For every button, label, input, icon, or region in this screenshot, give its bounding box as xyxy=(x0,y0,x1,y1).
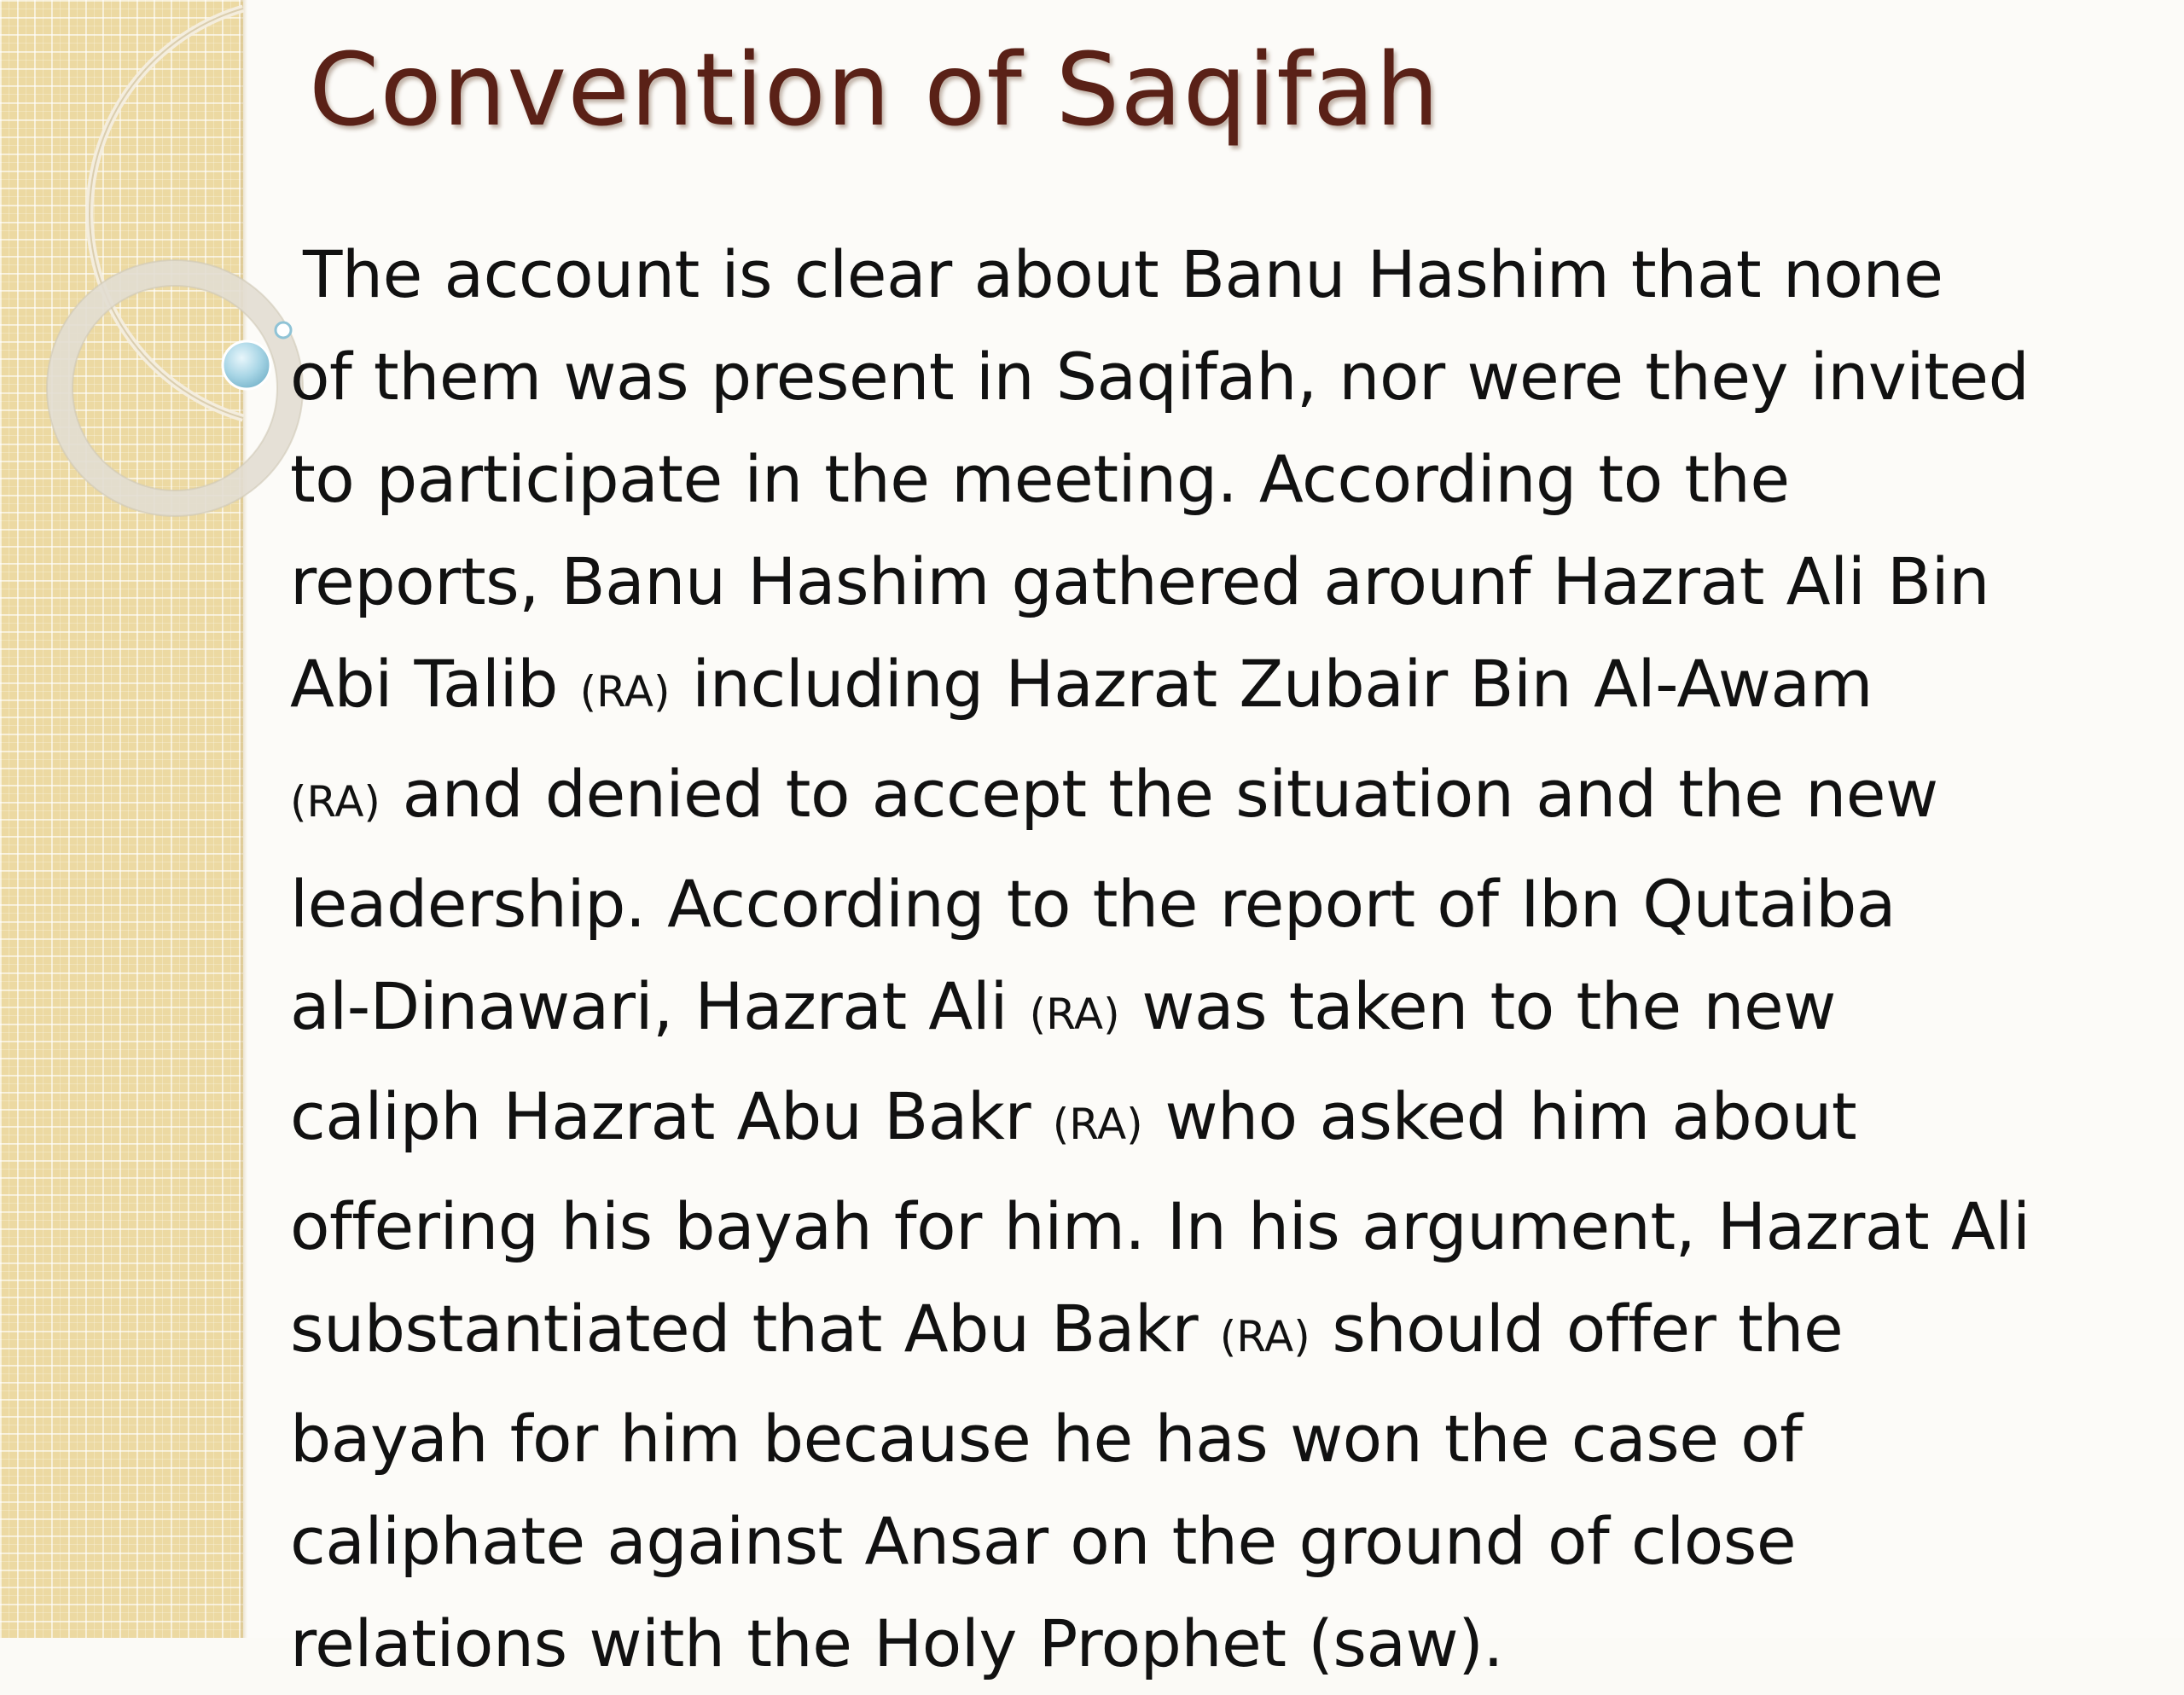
body-line xyxy=(290,1065,2150,1175)
honorific-ra: (RA) xyxy=(1029,990,1120,1039)
body-line xyxy=(290,743,2150,853)
slide-body xyxy=(290,223,2150,1695)
decorative-side-band xyxy=(0,0,243,1638)
text-run: bayah for him because he has won the case of xyxy=(290,1401,1803,1477)
text-run: The account is clear about Banu Hashim that none xyxy=(303,236,1943,312)
slide-title: Convention of Saqifah xyxy=(309,31,1440,148)
text-run: to participate in the meeting. According to the xyxy=(290,441,1790,517)
body-line xyxy=(290,1490,2150,1593)
body-line xyxy=(290,531,2150,633)
text-run: leadership. According to the report of Ibn Qutaiba xyxy=(290,866,1896,942)
body-line xyxy=(290,428,2150,531)
text-run: reports, Banu Hashim gathered arounf Hazrat Ali Bin xyxy=(290,543,1989,619)
body-line xyxy=(290,1388,2150,1490)
body-line xyxy=(290,1175,2150,1278)
body-line xyxy=(290,223,2150,326)
text-run: Abi Talib xyxy=(290,646,580,722)
honorific-ra: (RA) xyxy=(1052,1100,1143,1149)
text-run: was taken to the new xyxy=(1119,968,1836,1044)
honorific-ra: (RA) xyxy=(1219,1312,1310,1361)
text-run: and denied to accept the situation and the new xyxy=(380,756,1938,832)
text-run: caliphate against Ansar on the ground of close xyxy=(290,1503,1797,1579)
body-line xyxy=(290,633,2150,743)
text-run: of them was present in Saqifah, nor were they invited xyxy=(290,339,2030,415)
body-line xyxy=(290,853,2150,955)
text-run: should offer the xyxy=(1310,1291,1844,1367)
text-run: offering his bayah for him. In his argument, Hazrat Ali xyxy=(290,1188,2030,1264)
body-line xyxy=(290,326,2150,428)
side-band-edge xyxy=(241,0,247,1638)
text-run: relations with the Holy Prophet (saw). xyxy=(290,1605,1504,1681)
body-line xyxy=(290,955,2150,1065)
body-line xyxy=(290,1278,2150,1388)
honorific-ra: (RA) xyxy=(579,667,671,717)
text-run: including Hazrat Zubair Bin Al-Awam xyxy=(670,646,1873,722)
body-line xyxy=(290,1593,2150,1695)
text-run: who asked him about xyxy=(1142,1078,1857,1154)
honorific-ra: (RA) xyxy=(290,777,380,827)
text-run: caliph Hazrat Abu Bakr xyxy=(290,1078,1053,1154)
text-run: substantiated that Abu Bakr xyxy=(290,1291,1220,1367)
text-run: al-Dinawari, Hazrat Ali xyxy=(290,968,1030,1044)
